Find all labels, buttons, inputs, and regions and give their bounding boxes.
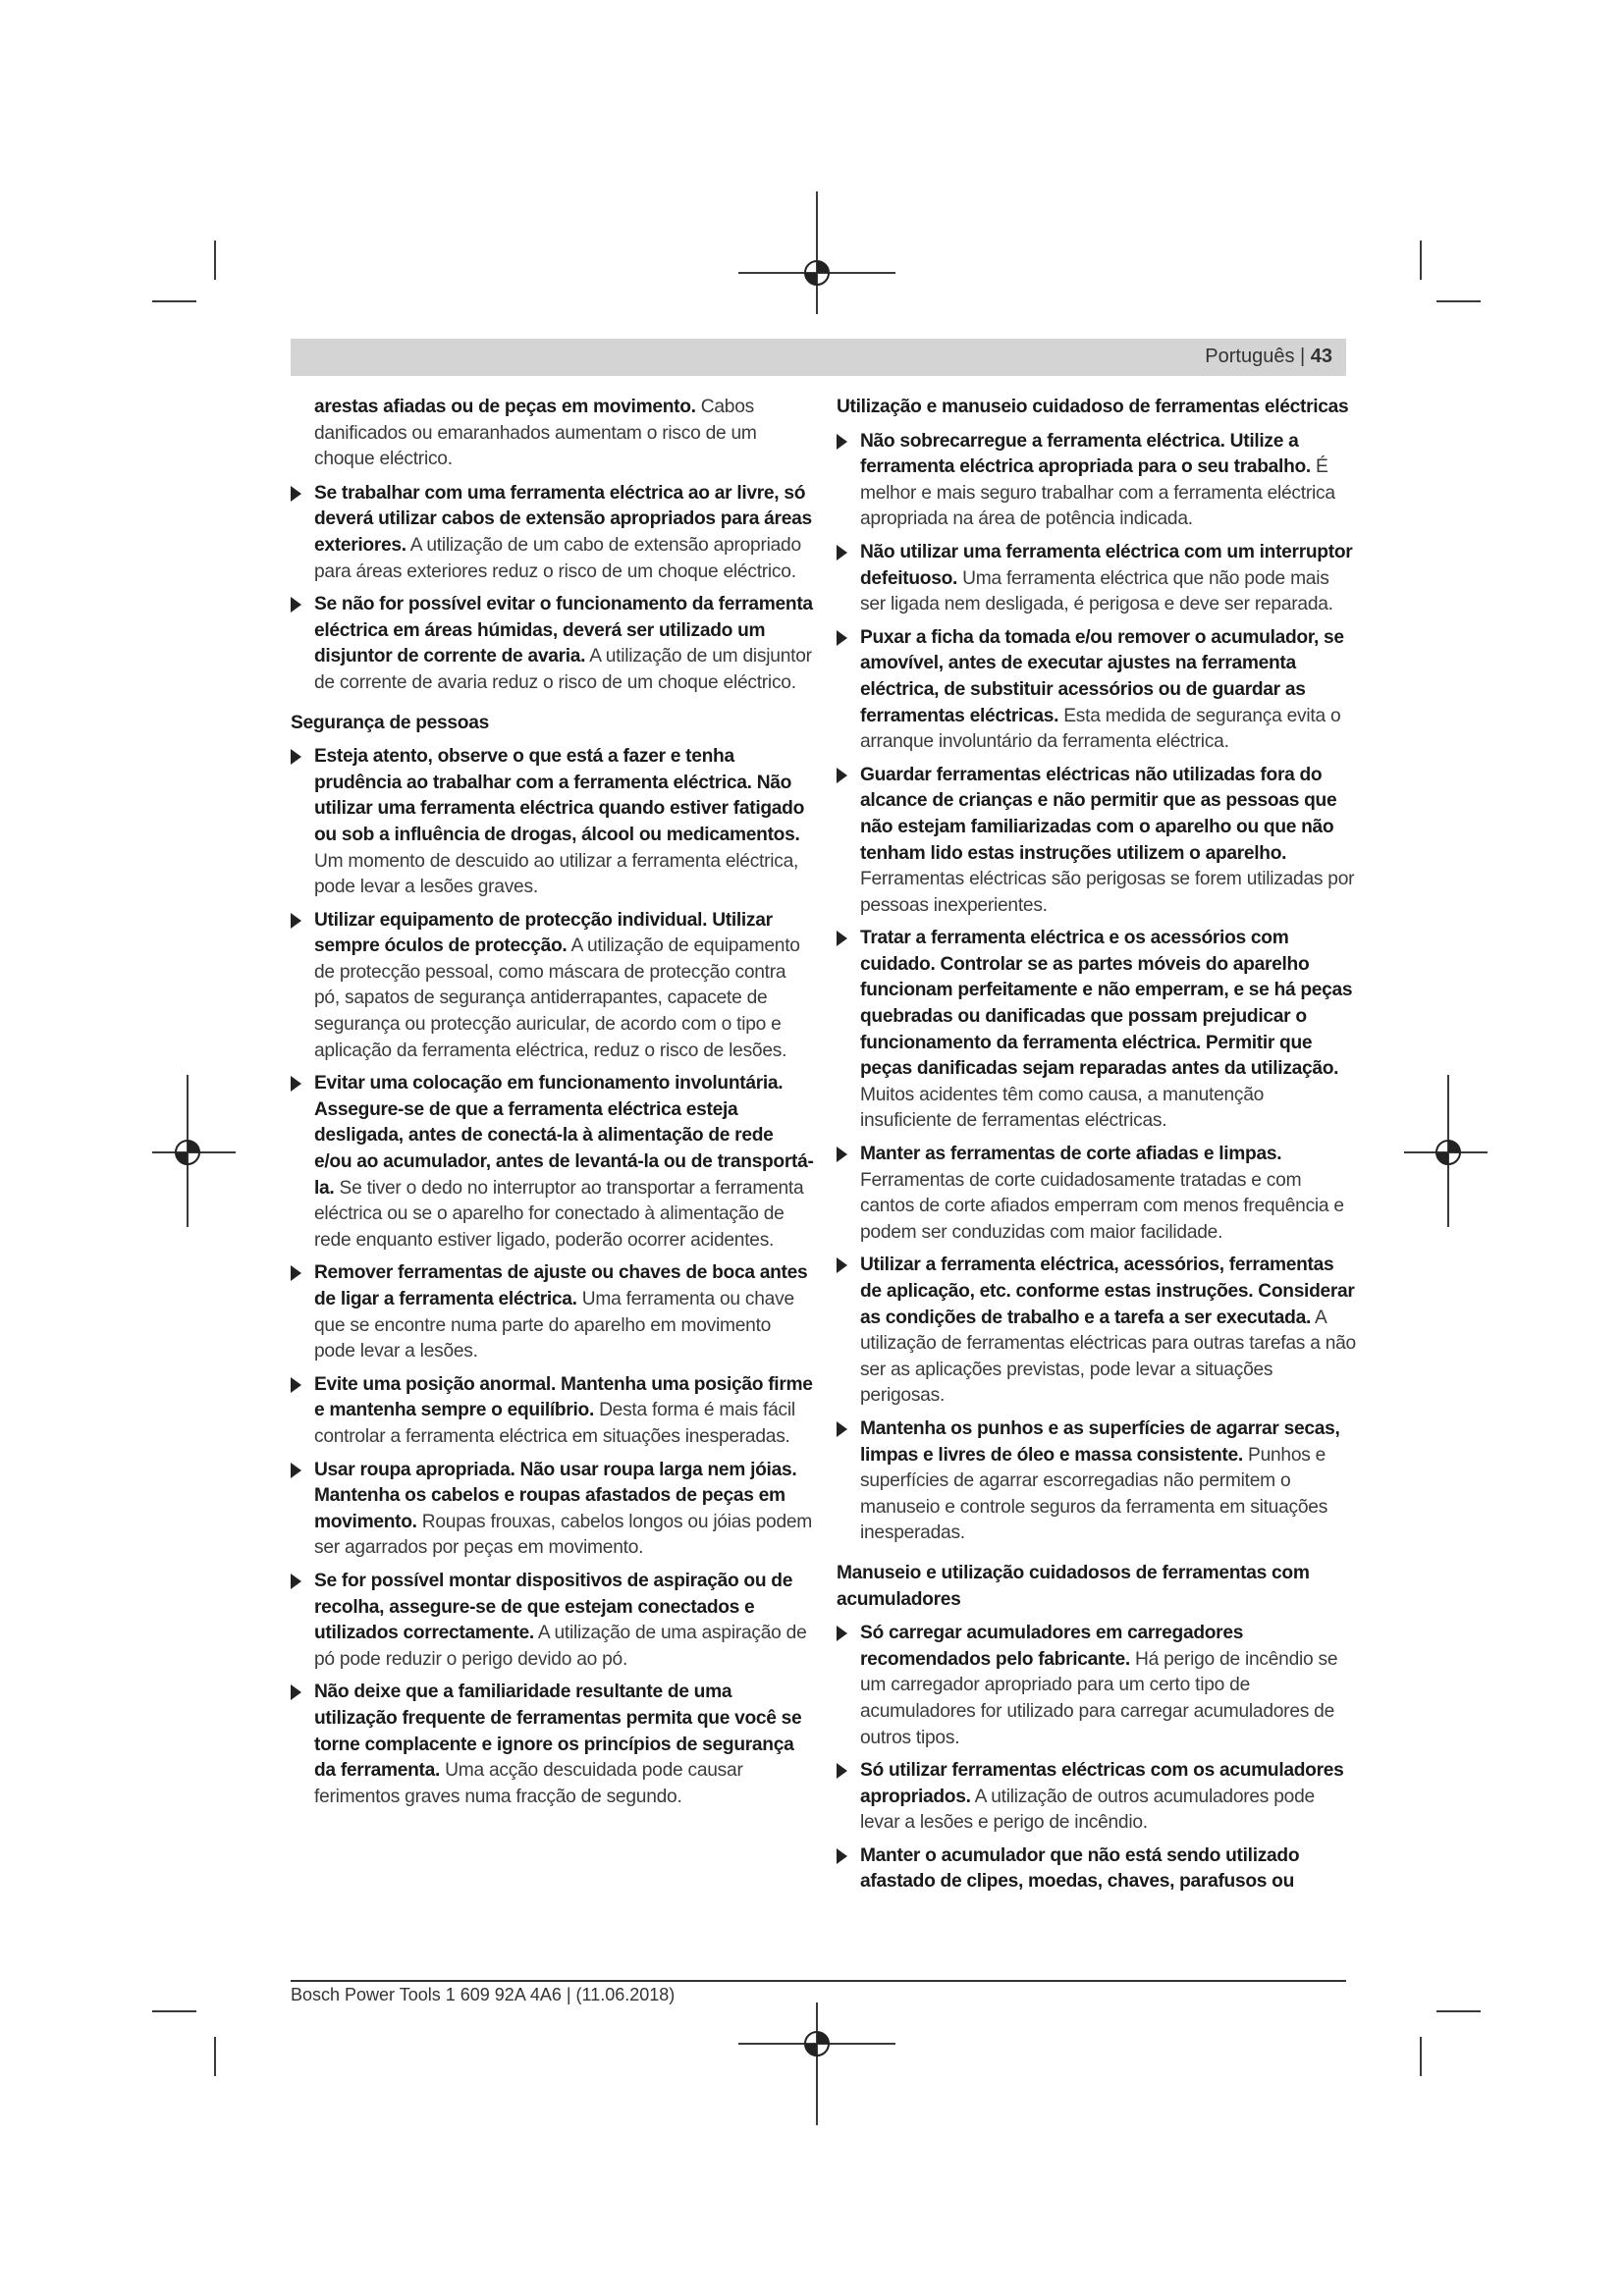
safety-instruction (291, 592, 815, 696)
header-separator: | (1294, 346, 1311, 367)
instruction-text: A utilização de um disjuntor de corrente de avaria reduz o risco de um choque eléctrico. (314, 646, 812, 693)
page-header-bar (291, 339, 1346, 376)
bullet-arrow-icon (291, 749, 301, 765)
instruction-text: É melhor e mais seguro trabalhar com a ferramenta eléctrica apropriada na área de potência indicada. (860, 456, 1335, 530)
instruction-bold: Não utilizar uma ferramenta eléctrica com um interruptor defeituoso. (860, 541, 1353, 589)
safety-instruction (837, 763, 1357, 920)
instruction-bold: Se for possível montar dispositivos de aspiração ou de recolha, assegure-se de que estejam conectados e utilizados correctamente. (314, 1570, 793, 1644)
instruction-text: Uma ferramenta eléctrica que não pode mais ser ligada nem desligada, é perigosa e deve ser reparada. (860, 567, 1333, 615)
safety-instruction (837, 625, 1357, 756)
instruction-bold: Remover ferramentas de ajuste ou chaves de boca antes de ligar a ferramenta eléctrica. (314, 1262, 808, 1309)
instruction-bold: Não sobrecarregue a ferramenta eléctrica. Utilize a ferramenta eléctrica apropriada para o seu trabalho. (860, 430, 1311, 478)
section-heading: Segurança de pessoas (291, 712, 489, 733)
safety-instruction (837, 1142, 1357, 1246)
safety-instruction (291, 1071, 815, 1254)
bullet-arrow-icon (291, 1377, 301, 1393)
bullet-arrow-icon (837, 931, 847, 946)
instruction-bold: Só carregar acumuladores em carregadores recomendados pelo fabricante. (860, 1623, 1244, 1670)
continued-paragraph (291, 395, 815, 473)
bullet-arrow-icon (291, 913, 301, 929)
instruction-bold: Manter as ferramentas de corte afiadas e limpas. (860, 1144, 1282, 1165)
instruction-text: A utilização de outros acumuladores pode levar a lesões e perigo de incêndio. (860, 1786, 1315, 1834)
instruction-bold: Utilizar equipamento de protecção individual. Utilizar sempre óculos de protecção. (314, 909, 773, 957)
safety-instruction (291, 1569, 815, 1673)
bullet-arrow-icon (837, 1147, 847, 1162)
instruction-text: A utilização de uma aspiração de pó pode reduzir o perigo devido ao pó. (314, 1623, 807, 1670)
instruction-bold: Evite uma posição anormal. Mantenha uma posição firme e mantenha sempre o equilíbrio. (314, 1373, 813, 1421)
safety-instruction (837, 926, 1357, 1135)
footer-rule (291, 1980, 1346, 1982)
instruction-bold: Manter o acumulador que não está sendo utilizado afastado de clipes, moedas, chaves, parafusos ou (860, 1844, 1300, 1893)
instruction-text: Uma ferramenta ou chave que se encontre numa parte do aparelho em movimento pode levar a lesões. (314, 1289, 794, 1362)
safety-instruction (291, 481, 815, 585)
page-header (1205, 346, 1332, 368)
instruction-bold: Só utilizar ferramentas eléctricas com os acumuladores apropriados. (860, 1760, 1344, 1807)
safety-instruction (291, 1372, 815, 1451)
instruction-bold: Tratar a ferramenta eléctrica e os acessórios com cuidado. Controlar se as partes móveis do aparelho funcionam perfeitamente e não emperram, e se há peças quebradas ou danificadas que possam prejudicar o funcionamento da ferramenta eléctrica. Permitir que peças danificadas sejam reparadas antes da utilização. (860, 928, 1353, 1080)
crop-mark (816, 191, 818, 314)
registration-target-icon (799, 255, 835, 291)
registration-target-icon (799, 2026, 835, 2061)
instruction-bold: Puxar a ficha da tomada e/ou remover o acumulador, se amovível, antes de executar ajustes na ferramenta eléctrica, de substituir acessórios ou de guardar as ferramentas eléctricas. (860, 626, 1344, 726)
crop-mark (214, 2037, 216, 2076)
safety-instruction (837, 540, 1357, 618)
registration-target-icon (1431, 1135, 1466, 1170)
page-footer: Bosch Power Tools 1 609 92A 4A6 | (11.06.2018) (291, 1985, 676, 2004)
instruction-bold: Utilizar a ferramenta eléctrica, acessórios, ferramentas de aplicação, etc. conforme estas instruções. Considerar as condições de trabalho e a tarefa a ser executada. (860, 1255, 1355, 1328)
instruction-text: Desta forma é mais fácil controlar a ferramenta eléctrica em situações inesperadas. (314, 1400, 795, 1447)
crop-mark (816, 2002, 818, 2125)
instruction-text: A utilização de equipamento de protecção pessoal, como máscara de protecção contra pó, sapatos de segurança antiderrapantes, capacete de segurança ou protecção auricular, de acordo com o tipo e aplicação da ferramenta eléctrica, reduz o risco de lesões. (314, 935, 800, 1061)
instruction-text: Uma acção descuidada pode causar ferimentos graves numa fracção de segundo. (314, 1760, 743, 1807)
crop-mark (152, 300, 196, 302)
bullet-arrow-icon (291, 1463, 301, 1478)
safety-instruction (837, 1416, 1357, 1547)
bullet-arrow-icon (837, 768, 847, 783)
bullet-arrow-icon (291, 1265, 301, 1281)
bullet-arrow-icon (837, 1257, 847, 1273)
crop-mark (1436, 300, 1481, 302)
safety-instruction (291, 908, 815, 1065)
instruction-bold: Se trabalhar com uma ferramenta eléctrica ao ar livre, só deverá utilizar cabos de extensão apropriados para áreas exteriores. (314, 482, 812, 556)
instruction-bold: arestas afiadas ou de peças em movimento. (314, 397, 696, 417)
right-column (837, 395, 1357, 1902)
instruction-text: Ferramentas de corte cuidadosamente tratadas e com cantos de corte afiados emperram com menos frequência e podem ser conduzidas com maior facilidade. (860, 1169, 1344, 1243)
safety-instruction (291, 1458, 815, 1562)
bullet-arrow-icon (291, 1076, 301, 1092)
instruction-text: Muitos acidentes têm como causa, a manutenção insuficiente de ferramentas eléctricas. (860, 1084, 1265, 1132)
safety-instruction (837, 1843, 1357, 1896)
bullet-arrow-icon (291, 486, 301, 502)
crop-mark (1420, 2037, 1422, 2076)
instruction-bold: Não deixe que a familiaridade resultante de uma utilização frequente de ferramentas permita que você se torne complacente e ignore os princípios de segurança da ferramenta. (314, 1682, 802, 1782)
safety-instruction (837, 1758, 1357, 1837)
instruction-text: Ferramentas eléctricas são perigosas se forem utilizadas por pessoas inexperientes. (860, 869, 1355, 916)
instruction-text: Esta medida de segurança evita o arranque involuntário da ferramenta eléctrica. (860, 705, 1341, 753)
instruction-text: Roupas frouxas, cabelos longos ou jóias podem ser agarrados por peças em movimento. (314, 1511, 813, 1559)
bullet-arrow-icon (291, 1684, 301, 1700)
crop-mark (1436, 2010, 1481, 2012)
bullet-arrow-icon (291, 597, 301, 613)
instruction-text: Há perigo de incêndio se um carregador apropriado para um certo tipo de acumuladores for utilizado para carregar acumuladores de outros tipos. (860, 1648, 1338, 1748)
left-column (291, 395, 815, 1817)
bullet-arrow-icon (837, 1421, 847, 1437)
bullet-arrow-icon (837, 434, 847, 450)
bullet-arrow-icon (837, 545, 847, 561)
section-heading: Utilização e manuseio cuidadoso de ferramentas eléctricas (837, 397, 1349, 417)
section-heading: Manuseio e utilização cuidadosos de ferramentas com acumuladores (837, 1562, 1310, 1610)
instruction-text: Cabos danificados ou emaranhados aumentam o risco de um choque eléctrico. (314, 397, 757, 470)
safety-instruction (837, 1253, 1357, 1410)
crop-mark (1420, 240, 1422, 280)
safety-instruction (837, 1621, 1357, 1751)
crop-mark (214, 240, 216, 280)
safety-instruction (291, 744, 815, 901)
bullet-arrow-icon (837, 1626, 847, 1641)
instruction-bold: Usar roupa apropriada. Não usar roupa larga nem jóias. Mantenha os cabelos e roupas afastados de peças em movimento. (314, 1459, 797, 1532)
instruction-bold: Esteja atento, observe o que está a fazer e tenha prudência ao trabalhar com a ferramenta eléctrica. Não utilizar uma ferramenta eléctrica quando estiver fatigado ou sob a influência de drogas, álcool ou medicamentos. (314, 746, 804, 845)
bullet-arrow-icon (837, 1848, 847, 1864)
header-language: Português (1205, 346, 1295, 367)
registration-target-icon (170, 1135, 205, 1170)
instruction-text: A utilização de um cabo de extensão apropriado para áreas exteriores reduz o risco de um choque eléctrico. (314, 534, 801, 582)
bullet-arrow-icon (837, 630, 847, 646)
crop-mark (152, 2010, 196, 2012)
safety-instruction (837, 429, 1357, 533)
instruction-bold: Evitar uma colocação em funcionamento involuntária. Assegure-se de que a ferramenta eléctrica esteja desligada, antes de conectá-la à alimentação de rede e/ou ao acumulador, antes de levantá-la ou de transportá-la. (314, 1073, 814, 1199)
instruction-text: Um momento de descuido ao utilizar a ferramenta eléctrica, pode levar a lesões graves. (314, 850, 799, 898)
bullet-arrow-icon (837, 1763, 847, 1779)
instruction-text: A utilização de ferramentas eléctricas para outras tarefas a não ser as aplicações previstas, pode levar a situações perigosas. (860, 1307, 1356, 1407)
safety-instruction (291, 1260, 815, 1364)
instruction-text: Punhos e superfícies de agarrar escorregadias não permitem o manuseio e controle seguros da ferramenta em situações inesperadas. (860, 1444, 1328, 1544)
bullet-arrow-icon (291, 1574, 301, 1589)
instruction-bold: Guardar ferramentas eléctricas não utilizadas fora do alcance de crianças e não permitir que as pessoas que não estejam familiarizadas com o aparelho ou que não tenham lido estas instruções utilizem o aparelho. (860, 764, 1337, 864)
instruction-bold: Mantenha os punhos e as superfícies de agarrar secas, limpas e livres de óleo e massa consistente. (860, 1417, 1340, 1466)
safety-instruction (291, 1680, 815, 1810)
instruction-bold: Se não for possível evitar o funcionamento da ferramenta eléctrica em áreas húmidas, deverá ser utilizado um disjuntor de corrente de avaria. (314, 594, 813, 667)
instruction-text: Se tiver o dedo no interruptor ao transportar a ferramenta eléctrica ou se o aparelho for conectado à alimentação de rede enquanto estiver ligado, poderão ocorrer acidentes. (314, 1177, 804, 1251)
page-number: 43 (1310, 346, 1332, 367)
